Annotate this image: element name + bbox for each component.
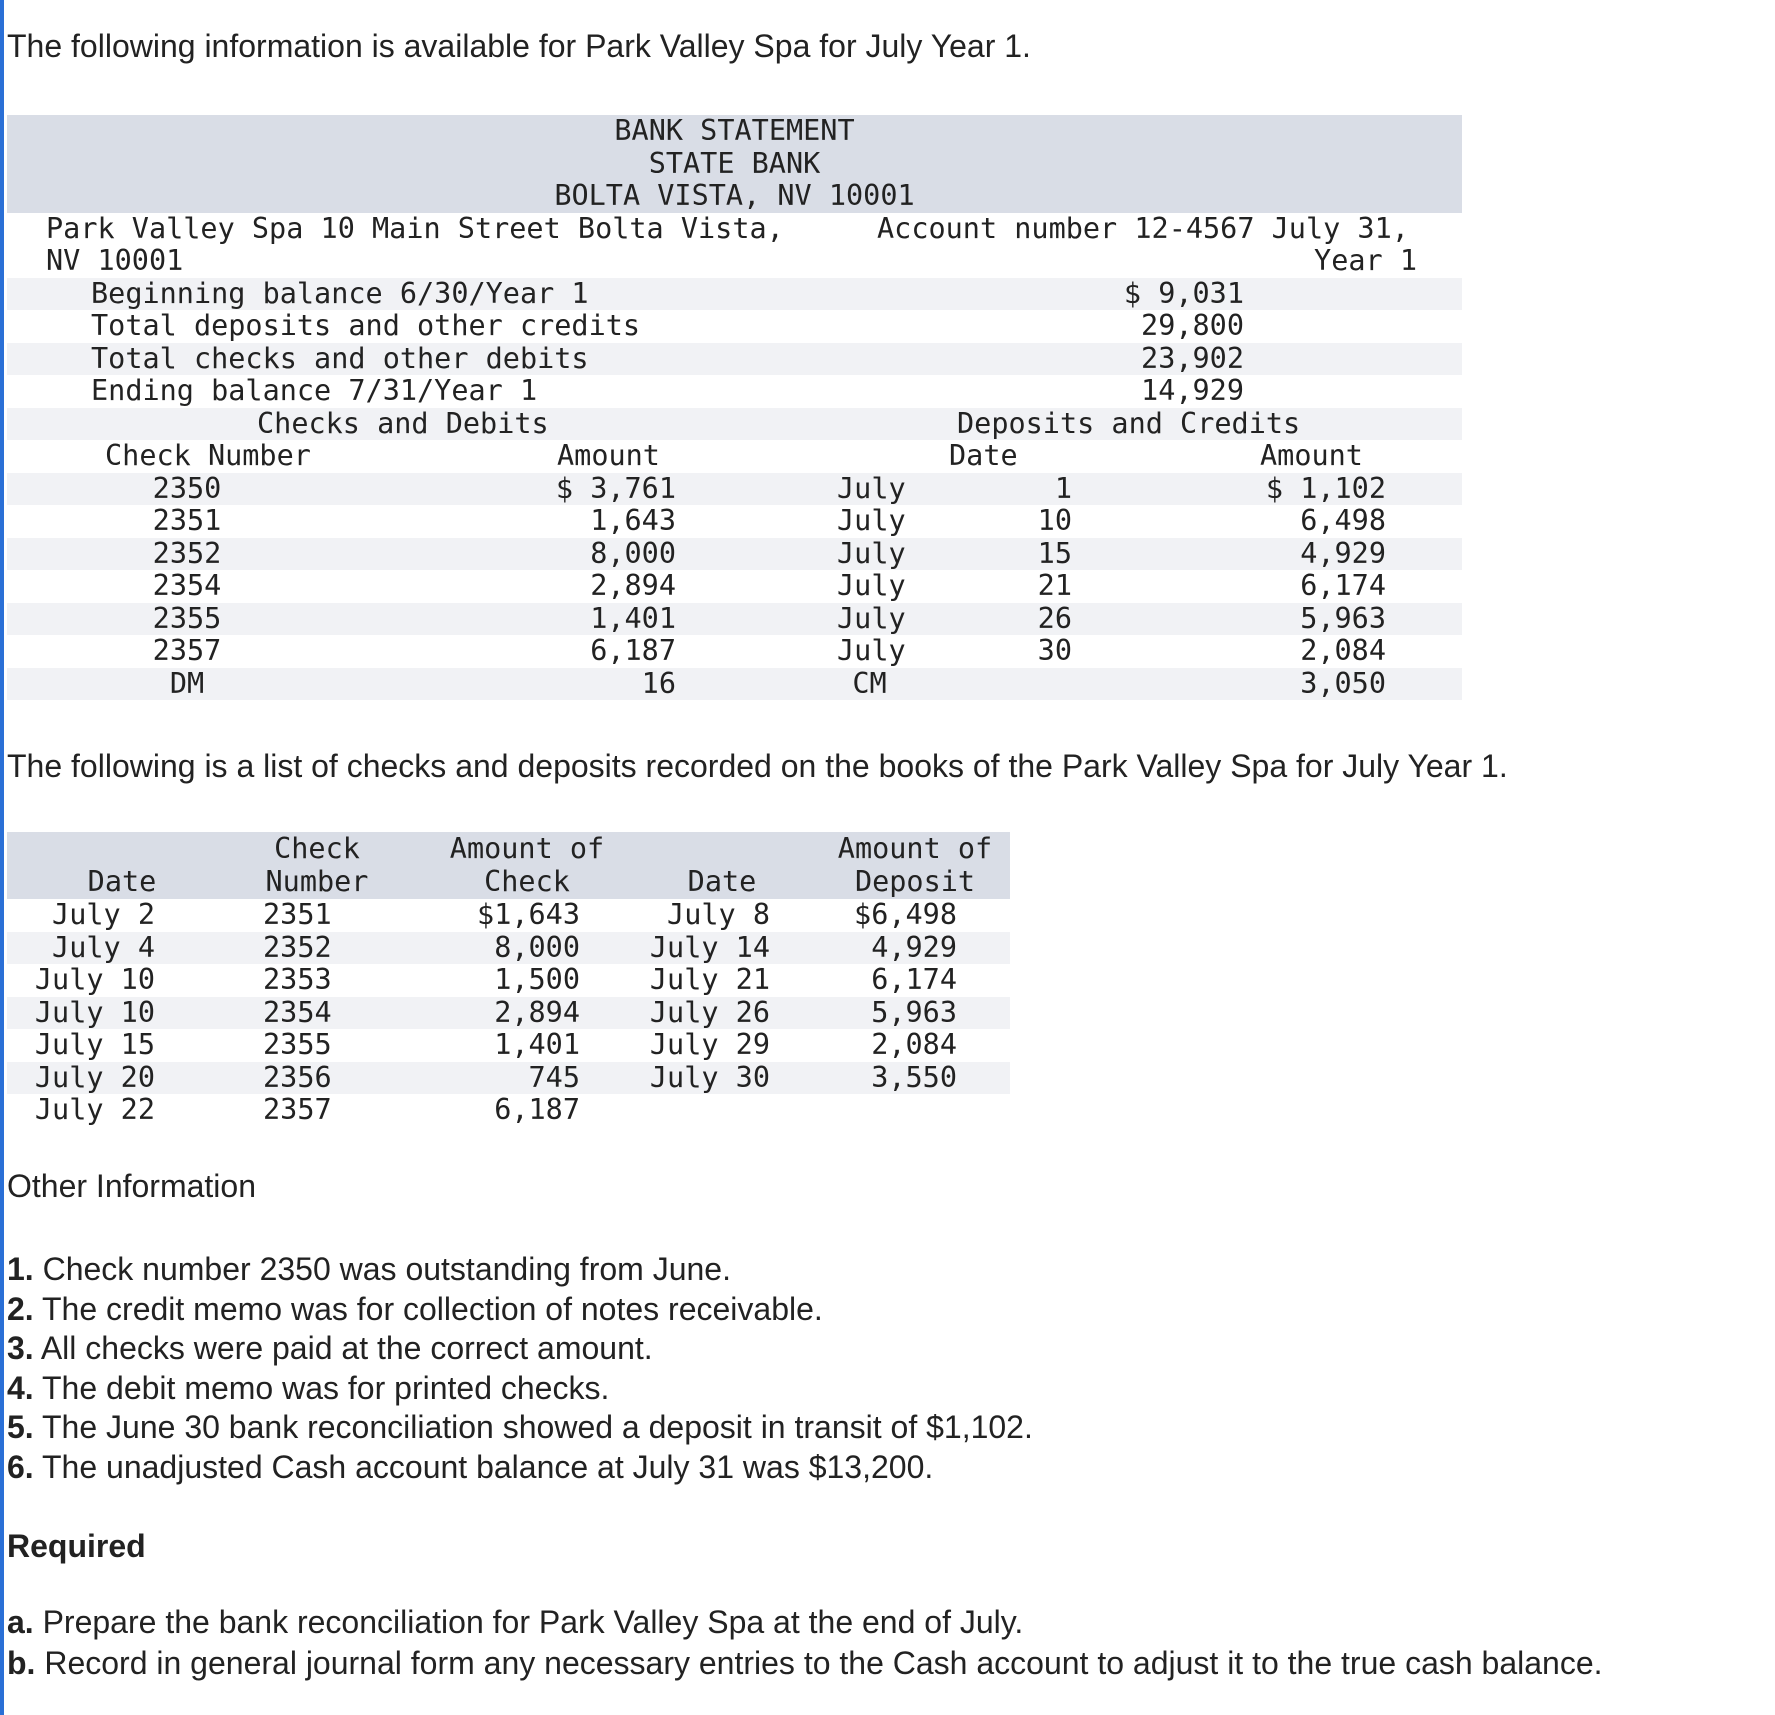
col-amount: Amount — [557, 439, 660, 472]
books-row — [7, 899, 1010, 932]
check-amount: 6,187 — [590, 634, 676, 667]
check-number: 2351 — [263, 898, 332, 931]
deposit-amount: 6,174 — [1300, 569, 1386, 602]
list-item — [7, 1329, 1033, 1369]
task-text: Record in general journal form any necessary entries to the Cash account to adjust it to the true cash balance. — [35, 1645, 1603, 1681]
list-item — [7, 1448, 1033, 1488]
header-date: Date — [87, 865, 157, 898]
deposit-date: July 8 — [667, 898, 770, 931]
item-text: The June 30 bank reconciliation showed a deposit in transit of $1,102. — [33, 1409, 1033, 1445]
summary-label: Total deposits and other credits — [91, 309, 641, 342]
customer-address: Park Valley Spa 10 Main Street Bolta Vista, — [46, 211, 784, 245]
check-date: July 4 — [52, 930, 155, 964]
summary-label: Beginning balance 6/30/Year 1 — [91, 276, 589, 310]
statement-row — [7, 538, 1462, 571]
deposit-amount: $ 1,102 — [1265, 471, 1386, 505]
item-number: 4. — [7, 1369, 34, 1406]
summary-value: $ 9,031 — [1123, 276, 1244, 310]
deposit-amount: 5,963 — [871, 995, 957, 1029]
deposit-date: July 21 — [649, 963, 770, 996]
summary-label: Total checks and other debits — [91, 341, 589, 375]
header-check-line2: Number — [265, 865, 369, 898]
check-amount: 8,000 — [494, 930, 580, 964]
list-item — [7, 1408, 1033, 1448]
check-date: July 10 — [34, 995, 155, 1029]
summary-value: 14,929 — [1141, 374, 1244, 407]
col-amount-deposit: Amount — [1260, 439, 1363, 472]
statement-row — [7, 505, 1462, 538]
books-row — [7, 932, 1010, 965]
other-information-heading: Other Information — [7, 1168, 256, 1204]
item-number: 2. — [7, 1290, 34, 1327]
deposit-day: 30 — [1037, 634, 1072, 667]
column-headers-row — [7, 440, 1462, 473]
summary-value: 29,800 — [1141, 309, 1244, 342]
check-amount: 1,401 — [590, 601, 676, 635]
check-number: 2352 — [152, 536, 222, 570]
check-date: July 2 — [52, 898, 155, 931]
task-text: Prepare the bank reconciliation for Park Valley Spa at the end of July. — [33, 1604, 1024, 1640]
checks-debits-title: Checks and Debits — [257, 406, 549, 440]
list-item — [7, 1250, 1033, 1290]
item-text: The debit memo was for printed checks. — [33, 1369, 610, 1406]
statement-year: Year 1 — [1314, 244, 1417, 277]
deposit-date: July 30 — [649, 1060, 770, 1094]
deposit-date: July 14 — [649, 930, 770, 964]
deposit-month: July — [837, 569, 906, 602]
books-row — [7, 1062, 1010, 1095]
check-amount: 1,401 — [494, 1028, 580, 1061]
deposit-day: 15 — [1037, 536, 1072, 570]
check-number: 2355 — [263, 1028, 332, 1061]
books-row — [7, 964, 1010, 997]
books-row — [7, 997, 1010, 1030]
deposit-day: 21 — [1037, 569, 1072, 602]
check-date: July 10 — [34, 963, 155, 996]
check-amount: $1,643 — [477, 898, 580, 931]
check-amount: 1,643 — [590, 504, 676, 537]
check-number: 2351 — [152, 504, 222, 537]
item-number: 6. — [7, 1448, 34, 1485]
deposit-amount: 3,550 — [871, 1060, 957, 1094]
check-amount: $ 3,761 — [555, 471, 676, 505]
check-number: 2357 — [152, 634, 222, 667]
item-number: 5. — [7, 1409, 34, 1445]
deposit-month: July — [837, 536, 906, 570]
summary-row — [7, 375, 1462, 408]
check-amount: 2,894 — [590, 569, 676, 602]
check-date: July 15 — [34, 1028, 155, 1061]
account-number: Account number 12-4567 July 31, — [877, 211, 1409, 245]
customer-zip: NV 10001 — [46, 244, 184, 277]
task-letter: b. — [7, 1645, 36, 1681]
required-tasks-list — [7, 1602, 1603, 1684]
list-item — [7, 1369, 1033, 1409]
deposit-day: 1 — [1054, 471, 1072, 505]
col-date: Date — [949, 439, 1018, 472]
check-number: 2354 — [152, 569, 222, 602]
task-item — [7, 1602, 1603, 1643]
other-information-list — [7, 1250, 1033, 1487]
deposit-date: July 29 — [649, 1028, 770, 1061]
check-number: 2350 — [152, 471, 222, 505]
header-amount-check-line1: Amount of — [449, 832, 605, 865]
check-number: 2356 — [263, 1060, 332, 1094]
summary-row — [7, 343, 1462, 376]
check-number: 2357 — [263, 1093, 332, 1126]
check-amount: 1,500 — [494, 963, 580, 996]
deposit-month: July — [837, 601, 906, 635]
deposits-credits-title: Deposits and Credits — [957, 406, 1301, 440]
statement-row — [7, 635, 1462, 668]
deposit-date: July 26 — [649, 995, 770, 1029]
check-date: July 22 — [34, 1093, 155, 1126]
bank-title: BANK STATEMENT — [7, 115, 1462, 148]
deposit-amount: 4,929 — [1300, 536, 1386, 570]
summary-label: Ending balance 7/31/Year 1 — [91, 374, 538, 407]
summary-value: 23,902 — [1141, 341, 1244, 375]
list-item — [7, 1290, 1033, 1330]
check-date: July 20 — [34, 1060, 155, 1094]
statement-row — [7, 473, 1462, 506]
item-number: 3. — [7, 1330, 34, 1366]
customer-row-2 — [7, 245, 1462, 278]
task-item — [7, 1643, 1603, 1684]
bank-address: BOLTA VISTA, NV 10001 — [7, 180, 1462, 213]
check-amount: 2,894 — [494, 995, 580, 1029]
header-amount-deposit-line2: Deposit — [854, 865, 976, 898]
deposit-day: 26 — [1037, 601, 1072, 635]
bank-statement — [7, 115, 1462, 700]
statement-row — [7, 570, 1462, 603]
check-number: 2352 — [263, 930, 332, 964]
deposit-amount: 2,084 — [871, 1028, 957, 1061]
section-titles-row — [7, 408, 1462, 441]
bank-name: STATE BANK — [7, 148, 1462, 181]
deposit-amount: 6,498 — [1300, 504, 1386, 537]
summary-row — [7, 278, 1462, 311]
books-header — [7, 832, 1010, 899]
summary-row — [7, 310, 1462, 343]
item-text: The credit memo was for collection of notes receivable. — [33, 1290, 823, 1327]
intro-text: The following information is available for Park Valley Spa for July Year 1. — [7, 28, 1031, 64]
deposit-month: CM — [852, 666, 887, 700]
deposit-amount: 5,963 — [1300, 601, 1386, 635]
check-number: 2353 — [263, 963, 332, 996]
deposit-day: 10 — [1037, 504, 1072, 537]
header-amount-check-line2: Check — [484, 865, 570, 898]
deposit-month: July — [837, 504, 906, 537]
header-deposit-date: Date — [687, 865, 757, 898]
left-border — [0, 0, 4, 1715]
col-check-number: Check Number — [105, 439, 311, 472]
books-row — [7, 1029, 1010, 1062]
check-number: DM — [169, 666, 205, 700]
statement-row — [7, 668, 1462, 701]
task-letter: a. — [7, 1604, 34, 1640]
header-amount-deposit-line1: Amount of — [837, 832, 993, 865]
books-row — [7, 1094, 1010, 1127]
deposit-amount: 4,929 — [871, 930, 957, 964]
check-number: 2354 — [263, 995, 332, 1029]
check-amount: 8,000 — [590, 536, 676, 570]
deposit-amount: 3,050 — [1300, 666, 1386, 700]
deposit-amount: 6,174 — [871, 963, 957, 996]
check-amount: 745 — [528, 1060, 580, 1094]
check-number: 2355 — [152, 601, 222, 635]
required-heading: Required — [7, 1528, 146, 1564]
deposit-month: July — [837, 471, 906, 505]
customer-row-1 — [7, 213, 1462, 246]
check-amount: 16 — [641, 666, 676, 700]
deposit-month: July — [837, 634, 906, 667]
deposit-amount: 2,084 — [1300, 634, 1386, 667]
item-text: Check number 2350 was outstanding from June. — [33, 1251, 731, 1287]
item-text: All checks were paid at the correct amount. — [33, 1330, 653, 1366]
books-intro-text: The following is a list of checks and deposits recorded on the books of the Park Valley Spa for July Year 1. — [7, 748, 1508, 784]
deposit-amount: $6,498 — [854, 898, 957, 931]
books-table — [7, 832, 1010, 1127]
item-text: The unadjusted Cash account balance at July 31 was $13,200. — [33, 1448, 934, 1485]
header-check-line1: Check — [274, 832, 360, 865]
statement-row — [7, 603, 1462, 636]
check-amount: 6,187 — [494, 1093, 580, 1126]
item-number: 1. — [7, 1251, 34, 1287]
